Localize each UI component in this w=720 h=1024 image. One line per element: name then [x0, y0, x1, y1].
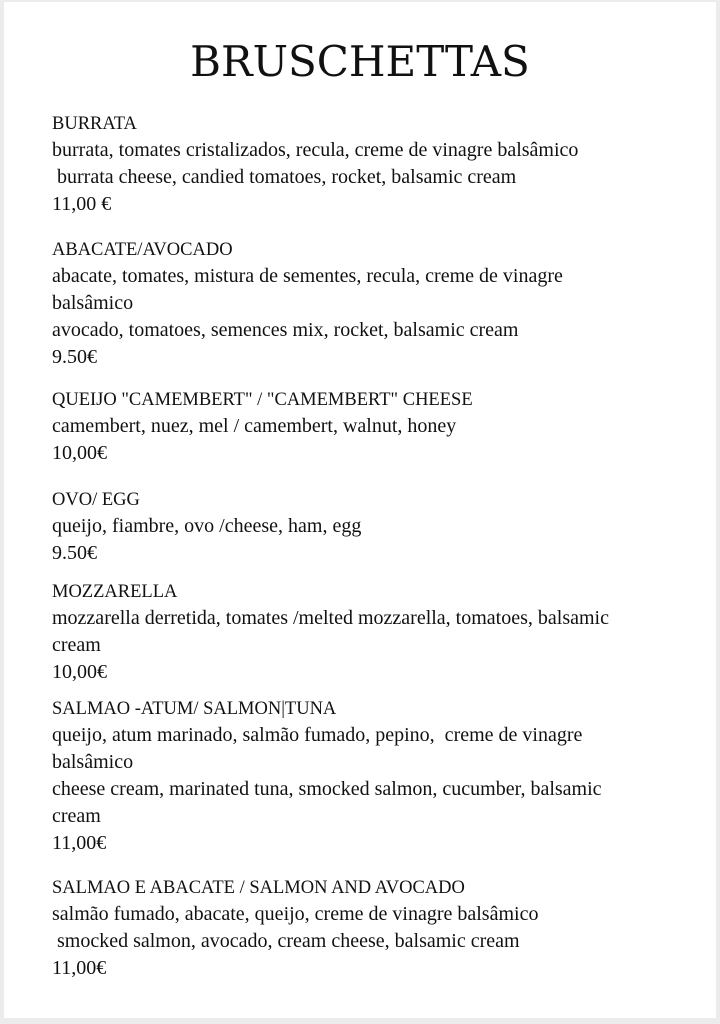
- item-description: queijo, atum marinado, salmão fumado, pepino, creme de vinagre: [52, 724, 583, 746]
- item-description: burrata, tomates cristalizados, recula, creme de vinagre balsâmico: [52, 139, 579, 161]
- item-price: 9.50€: [52, 346, 97, 368]
- item-name: QUEIJO "CAMEMBERT" / "CAMEMBERT" CHEESE: [52, 390, 473, 410]
- item-description: abacate, tomates, mistura de sementes, recula, creme de vinagre: [52, 265, 563, 287]
- item-price: 10,00€: [52, 661, 107, 683]
- item-price: 11,00€: [52, 957, 107, 979]
- menu-item-salmon-avocado: [52, 875, 682, 982]
- menu-item-salmon-tuna: [52, 696, 682, 857]
- item-name: BURRATA: [52, 114, 137, 134]
- item-name: SALMAO E ABACATE / SALMON AND AVOCADO: [52, 878, 465, 898]
- item-description: avocado, tomatoes, semences mix, rocket, balsamic cream: [52, 319, 519, 341]
- item-description: queijo, fiambre, ovo /cheese, ham, egg: [52, 515, 362, 537]
- item-description: cream: [52, 634, 101, 656]
- item-description: burrata cheese, candied tomatoes, rocket, balsamic cream: [52, 166, 517, 188]
- item-price: 9.50€: [52, 542, 97, 564]
- item-name: SALMAO -ATUM/ SALMON|TUNA: [52, 699, 337, 719]
- item-price: 11,00€: [52, 832, 107, 854]
- menu-item-mozzarella: [52, 579, 682, 686]
- item-description: cheese cream, marinated tuna, smocked salmon, cucumber, balsamic: [52, 778, 602, 800]
- item-description: mozzarella derretida, tomates /melted mozzarella, tomatoes, balsamic: [52, 607, 609, 629]
- item-name: MOZZARELLA: [52, 582, 178, 602]
- item-price: 11,00 €: [52, 193, 112, 215]
- menu-item-avocado: [52, 237, 682, 371]
- item-name: ABACATE/AVOCADO: [52, 240, 233, 260]
- item-description: smocked salmon, avocado, cream cheese, balsamic cream: [52, 930, 520, 952]
- menu-item-egg: [52, 487, 682, 567]
- item-price: 10,00€: [52, 442, 107, 464]
- menu-title: BRUSCHETTAS: [190, 37, 530, 86]
- item-description: balsâmico: [52, 751, 134, 773]
- item-description: salmão fumado, abacate, queijo, creme de vinagre balsâmico: [52, 903, 539, 925]
- item-description: camembert, nuez, mel / camembert, walnut, honey: [52, 415, 457, 437]
- menu-item-burrata: [52, 111, 682, 218]
- item-description: cream: [52, 805, 101, 827]
- item-description: balsâmico: [52, 292, 134, 314]
- item-name: OVO/ EGG: [52, 490, 140, 510]
- menu-item-camembert: [52, 387, 682, 467]
